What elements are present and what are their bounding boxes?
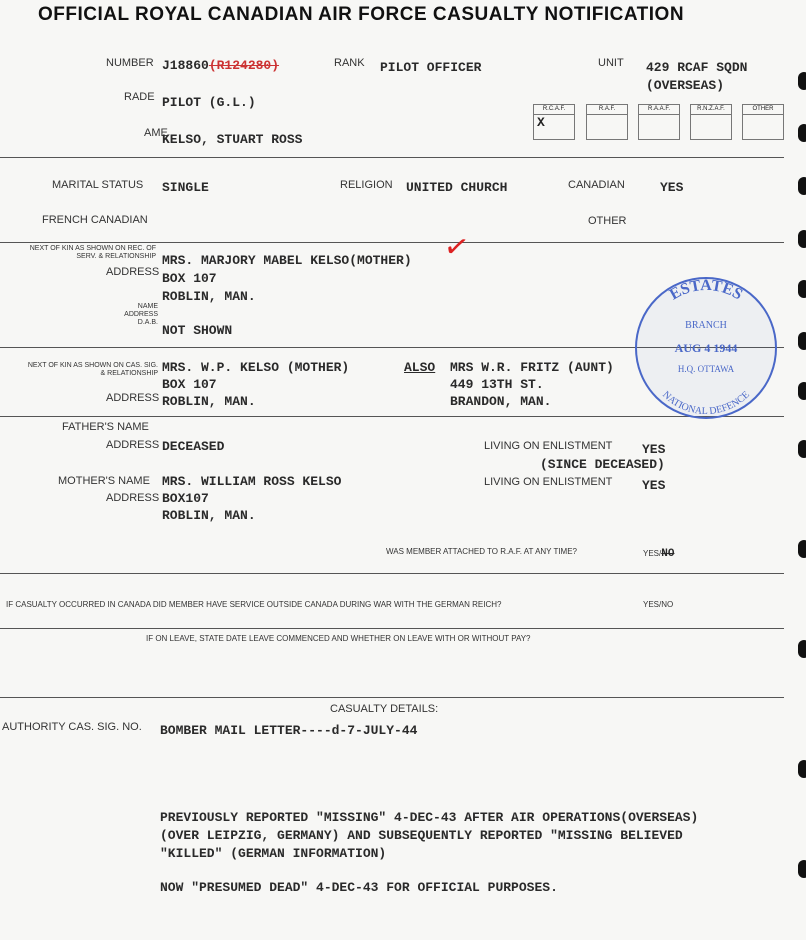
dab-value: NOT SHOWN — [162, 323, 233, 338]
father-living-note: (SINCE DECEASED) — [540, 457, 665, 472]
also-address-1: 449 13TH ST. — [450, 377, 544, 392]
french-canadian-label: FRENCH CANADIAN — [42, 214, 148, 226]
service-box — [742, 104, 784, 140]
nok-cas-label: NEXT OF KIN AS SHOWN ON CAS. SIG. & RELATIONSHIP — [27, 362, 158, 377]
service-box-label: R.C.A.F. — [534, 105, 574, 115]
canadian-label: CANADIAN — [568, 179, 625, 191]
binder-hole — [798, 72, 806, 90]
name-address-dab-label: NAME ADDRESS D.A.B. — [124, 303, 158, 326]
stamp-hq: H.Q. OTTAWA — [677, 364, 735, 374]
living-label: LIVING ON ENLISTMENT — [484, 476, 613, 488]
mother-living: YES — [642, 478, 666, 493]
canada-question: IF CASUALTY OCCURRED IN CANADA DID MEMBER HAVE SERVICE OUTSIDE CANADA DURING WAR WITH THE GERMAN REICH? — [6, 600, 502, 609]
service-box — [638, 104, 680, 140]
raf-answer — [643, 547, 674, 562]
raf-question: WAS MEMBER ATTACHED TO R.A.F. AT ANY TIME? — [386, 547, 578, 556]
no-struck: NO — [661, 548, 675, 560]
trade-label: RADE — [124, 91, 155, 103]
mother-name: MRS. WILLIAM ROSS KELSO — [162, 474, 342, 489]
rank-label: RANK — [334, 57, 365, 69]
stamp-date: AUG 4 1944 — [674, 341, 738, 355]
nok-rec-address-1: BOX 107 — [162, 271, 217, 286]
form-title: OFFICIAL ROYAL CANADIAN AIR FORCE CASUALTY NOTIFICATION — [38, 4, 685, 25]
father-address: DECEASED — [162, 439, 225, 454]
also-address-2: BRANDON, MAN. — [450, 394, 552, 409]
casualty-details-label: CASUALTY DETAILS: — [330, 703, 439, 715]
leave-question: IF ON LEAVE, STATE DATE LEAVE COMMENCED AND WHETHER ON LEAVE WITH OR WITHOUT PAY? — [146, 634, 531, 643]
trade-value: PILOT (G.L.) — [162, 95, 256, 110]
service-box-label: R.A.A.F. — [639, 105, 679, 115]
rank-value: PILOT OFFICER — [380, 60, 482, 75]
service-box-label: OTHER — [743, 105, 783, 115]
old-number-struck: (R124280) — [208, 58, 280, 73]
unit-label: UNIT — [598, 57, 624, 69]
nok-cas-value: MRS. W.P. KELSO (MOTHER) — [162, 360, 350, 375]
divider — [0, 157, 784, 158]
divider — [0, 697, 784, 698]
mother-address-2: ROBLIN, MAN. — [162, 508, 256, 523]
service-box-value: X — [537, 115, 545, 130]
canada-answer: YES/NO — [643, 600, 674, 609]
mothers-name-label: MOTHER'S NAME — [58, 475, 150, 487]
binder-hole — [798, 332, 806, 350]
authority-value: BOMBER MAIL LETTER----d-7-JULY-44 — [160, 723, 418, 738]
unit-value-1: 429 RCAF SQDN — [646, 60, 748, 75]
unit-value-2: (OVERSEAS) — [646, 78, 725, 93]
address-label: ADDRESS — [106, 392, 160, 404]
binder-hole — [798, 760, 806, 778]
number-label: NUMBER — [106, 57, 154, 69]
canadian-value: YES — [660, 180, 684, 195]
number-value: J18860 — [162, 58, 209, 73]
name-label: AME — [144, 127, 168, 139]
divider — [0, 573, 784, 574]
service-box — [533, 104, 575, 140]
estates-branch-stamp — [632, 274, 780, 422]
binder-hole — [798, 440, 806, 458]
also-label: ALSO — [404, 360, 436, 375]
service-box-label: R.N.Z.A.F. — [691, 105, 731, 115]
other-label: OTHER — [588, 215, 627, 227]
nok-rec-value: MRS. MARJORY MABEL KELSO(MOTHER) — [162, 253, 412, 268]
nok-cas-address-1: BOX 107 — [162, 377, 217, 392]
marital-label: MARITAL STATUS — [52, 179, 144, 191]
binder-hole — [798, 177, 806, 195]
details-line-4: NOW "PRESUMED DEAD" 4-DEC-43 FOR OFFICIAL PURPOSES. — [160, 880, 558, 895]
binder-hole — [798, 640, 806, 658]
religion-label: RELIGION — [340, 179, 393, 191]
divider — [0, 242, 784, 243]
fathers-name-label: FATHER'S NAME — [62, 421, 149, 433]
service-box-label: R.A.F. — [587, 105, 627, 115]
binder-hole — [798, 230, 806, 248]
name-value: KELSO, STUART ROSS — [162, 132, 303, 147]
binder-hole — [798, 124, 806, 142]
address-label: ADDRESS — [106, 439, 160, 451]
authority-label: AUTHORITY CAS. SIG. NO. — [2, 721, 142, 733]
service-number — [162, 58, 279, 73]
stamp-bottom-text: NATIONAL DEFENCE — [660, 389, 752, 418]
stamp-branch: BRANCH — [685, 320, 727, 331]
divider — [0, 628, 784, 629]
father-living: YES — [642, 442, 666, 457]
also-name: MRS W.R. FRITZ (AUNT) — [450, 360, 614, 375]
details-line-3: "KILLED" (GERMAN INFORMATION) — [160, 846, 387, 861]
address-label: ADDRESS — [106, 266, 160, 278]
details-line-1: PREVIOUSLY REPORTED "MISSING" 4-DEC-43 AFTER AIR OPERATIONS(OVERSEAS) — [160, 810, 699, 825]
nok-rec-label: NEXT OF KIN AS SHOWN ON REC. OF SERV. & RELATIONSHIP — [29, 245, 156, 260]
binder-hole — [798, 540, 806, 558]
binder-hole — [798, 382, 806, 400]
details-line-2: (OVER LEIPZIG, GERMANY) AND SUBSEQUENTLY REPORTED "MISSING BELIEVED — [160, 828, 683, 843]
mother-address-1: BOX107 — [162, 491, 209, 506]
service-box — [586, 104, 628, 140]
nok-rec-address-2: ROBLIN, MAN. — [162, 289, 256, 304]
marital-value: SINGLE — [162, 180, 209, 195]
nok-cas-address-2: ROBLIN, MAN. — [162, 394, 256, 409]
religion-value: UNITED CHURCH — [406, 180, 508, 195]
service-box — [690, 104, 732, 140]
stamp-top-text: ESTATES — [666, 276, 746, 304]
yes-label: YES/ — [643, 549, 662, 558]
binder-hole — [798, 280, 806, 298]
living-label: LIVING ON ENLISTMENT — [484, 440, 613, 452]
red-check-mark: ✓ — [441, 229, 472, 266]
binder-hole — [798, 860, 806, 878]
address-label: ADDRESS — [106, 492, 160, 504]
